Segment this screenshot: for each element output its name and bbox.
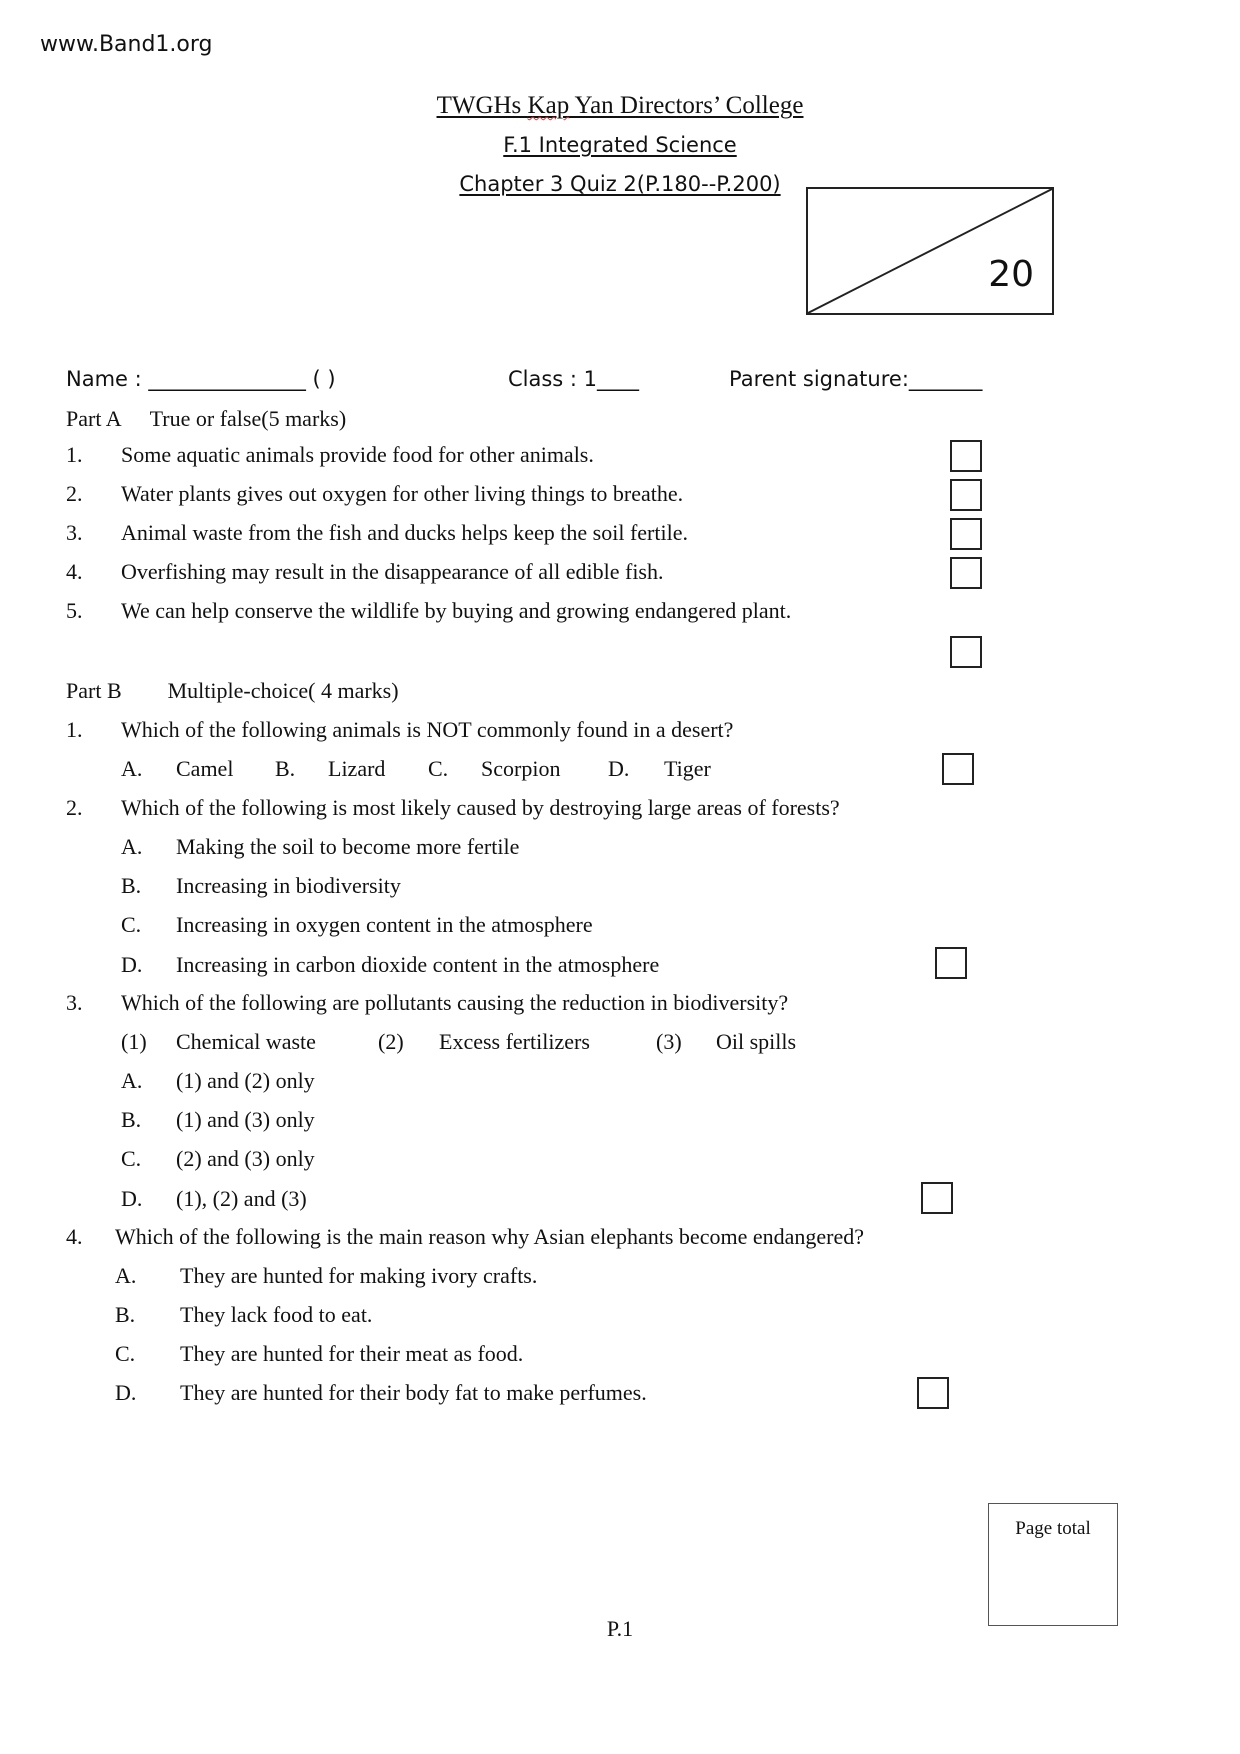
question-text: Which of the following is most likely caused by destroying large areas of forests? xyxy=(121,795,840,820)
option-letter: C. xyxy=(428,756,449,781)
page-total-box[interactable] xyxy=(988,1503,1118,1626)
part-b-q4-option-d xyxy=(0,1380,1240,1410)
option-text: Increasing in biodiversity xyxy=(176,873,401,898)
option-text: (1) and (2) only xyxy=(176,1068,315,1093)
question-number: 2. xyxy=(66,481,83,506)
option-text: Increasing in carbon dioxide content in the atmosphere xyxy=(176,952,660,977)
part-b-q2-option-a xyxy=(0,834,1240,864)
option-text: (2) and (3) only xyxy=(176,1146,315,1171)
option-text: Scorpion xyxy=(481,756,561,781)
option-text: They are hunted for making ivory crafts. xyxy=(180,1263,538,1288)
part-a-question-5 xyxy=(0,598,1240,628)
option-text: They are hunted for their meat as food. xyxy=(180,1341,524,1366)
part-a-question-2 xyxy=(0,481,1240,511)
question-number: 5. xyxy=(66,598,83,623)
question-number: 1. xyxy=(66,717,83,742)
question-number: 4. xyxy=(66,1224,83,1249)
option-letter: C. xyxy=(121,912,142,937)
part-a-question-3 xyxy=(0,520,1240,550)
answer-box-b1[interactable] xyxy=(942,753,974,785)
part-b-q1-options xyxy=(0,756,1240,786)
item-number: (1) xyxy=(121,1029,147,1054)
question-text: Which of the following is the main reason why Asian elephants become endangered? xyxy=(115,1224,864,1249)
part-b-q3-option-c xyxy=(0,1146,1240,1176)
option-text: (1) and (3) only xyxy=(176,1107,315,1132)
name-field[interactable]: Name : _______________ ( ) xyxy=(66,367,336,391)
part-b-q4-option-b xyxy=(0,1302,1240,1332)
question-number: 3. xyxy=(66,990,83,1015)
option-letter: B. xyxy=(121,1107,142,1132)
part-b-q2-option-d xyxy=(0,952,1240,982)
option-letter: C. xyxy=(121,1146,142,1171)
part-b-question-1 xyxy=(0,717,1240,747)
part-a-title: True or false(5 marks) xyxy=(149,406,347,431)
part-b-question-3 xyxy=(0,990,1240,1020)
item-number: (3) xyxy=(656,1029,682,1054)
subject-title xyxy=(0,133,1240,157)
answer-box-b4[interactable] xyxy=(917,1377,949,1409)
part-b-q3-option-d xyxy=(0,1186,1240,1216)
quiz-title xyxy=(0,172,1240,196)
part-b-q4-option-c xyxy=(0,1341,1240,1371)
page-total-label: Page total xyxy=(1015,1518,1091,1539)
option-letter: A. xyxy=(115,1263,137,1288)
question-text: Which of the following animals is NOT commonly found in a desert? xyxy=(121,717,734,742)
question-text: Animal waste from the fish and ducks helps keep the soil fertile. xyxy=(121,520,688,545)
option-text: Tiger xyxy=(664,756,711,781)
option-letter: D. xyxy=(121,1186,143,1211)
site-url: www.Band1.org xyxy=(40,32,213,57)
part-b-q3-items xyxy=(0,1029,1240,1059)
part-b-q3-option-a xyxy=(0,1068,1240,1098)
school-title-flagged-word: Kap xyxy=(527,92,570,119)
class-field[interactable]: Class : 1____ xyxy=(508,367,640,391)
option-letter: A. xyxy=(121,1068,143,1093)
part-b-question-4 xyxy=(0,1224,1240,1254)
option-text: They lack food to eat. xyxy=(180,1302,373,1327)
question-text: Which of the following are pollutants causing the reduction in biodiversity? xyxy=(121,990,789,1015)
parent-signature-field[interactable]: Parent signature:_______ xyxy=(729,367,983,391)
question-number: 1. xyxy=(66,442,83,467)
part-b-q2-option-b xyxy=(0,873,1240,903)
answer-box-b3[interactable] xyxy=(921,1182,953,1214)
option-letter: A. xyxy=(121,834,143,859)
score-box[interactable] xyxy=(806,187,1054,315)
option-text: Lizard xyxy=(328,756,386,781)
part-a-question-1 xyxy=(0,442,1240,472)
page-number: P.1 xyxy=(606,1616,634,1641)
item-text: Excess fertilizers xyxy=(439,1029,590,1054)
option-text: Camel xyxy=(176,756,234,781)
option-text: Making the soil to become more fertile xyxy=(176,834,520,859)
school-title xyxy=(0,92,1240,120)
answer-box-a3[interactable] xyxy=(950,518,982,550)
answer-box-a4[interactable] xyxy=(950,557,982,589)
question-number: 3. xyxy=(66,520,83,545)
question-number: 4. xyxy=(66,559,83,584)
option-letter: D. xyxy=(608,756,630,781)
answer-box-a5[interactable] xyxy=(950,636,982,668)
school-title-prefix: TWGHs xyxy=(436,92,528,119)
part-b-label: Part B xyxy=(66,678,122,703)
quiz-title-text: Chapter 3 Quiz 2(P.180--P.200) xyxy=(459,172,781,196)
option-text: Increasing in oxygen content in the atmosphere xyxy=(176,912,593,937)
option-letter: B. xyxy=(121,873,142,898)
option-letter: C. xyxy=(115,1341,136,1366)
answer-box-a2[interactable] xyxy=(950,479,982,511)
option-letter: A. xyxy=(121,756,143,781)
answer-box-b2[interactable] xyxy=(935,947,967,979)
part-a-question-4 xyxy=(0,559,1240,589)
option-text: (1), (2) and (3) xyxy=(176,1186,307,1211)
item-text: Chemical waste xyxy=(176,1029,316,1054)
option-letter: B. xyxy=(115,1302,136,1327)
subject-title-text: F.1 Integrated Science xyxy=(503,133,737,157)
part-b-question-2 xyxy=(0,795,1240,825)
question-text: We can help conserve the wildlife by buying and growing endangered plant. xyxy=(121,598,792,623)
part-b-q3-option-b xyxy=(0,1107,1240,1137)
score-total: 20 xyxy=(988,254,1034,295)
part-a-label: Part A xyxy=(66,406,122,431)
item-text: Oil spills xyxy=(716,1029,797,1054)
option-letter: D. xyxy=(115,1380,137,1405)
question-text: Water plants gives out oxygen for other living things to breathe. xyxy=(121,481,684,506)
part-b-q4-option-a xyxy=(0,1263,1240,1293)
part-b-title: Multiple-choice( 4 marks) xyxy=(167,678,399,703)
school-title-suffix: Yan Directors’ College xyxy=(569,92,804,119)
part-a-heading xyxy=(66,406,346,432)
answer-box-a1[interactable] xyxy=(950,440,982,472)
question-number: 2. xyxy=(66,795,83,820)
question-text: Overfishing may result in the disappearance of all edible fish. xyxy=(121,559,664,584)
option-letter: B. xyxy=(275,756,296,781)
option-letter: D. xyxy=(121,952,143,977)
option-text: They are hunted for their body fat to make perfumes. xyxy=(180,1380,647,1405)
item-number: (2) xyxy=(378,1029,404,1054)
question-text: Some aquatic animals provide food for other animals. xyxy=(121,442,594,467)
part-b-q2-option-c xyxy=(0,912,1240,942)
part-b-heading xyxy=(66,678,399,704)
